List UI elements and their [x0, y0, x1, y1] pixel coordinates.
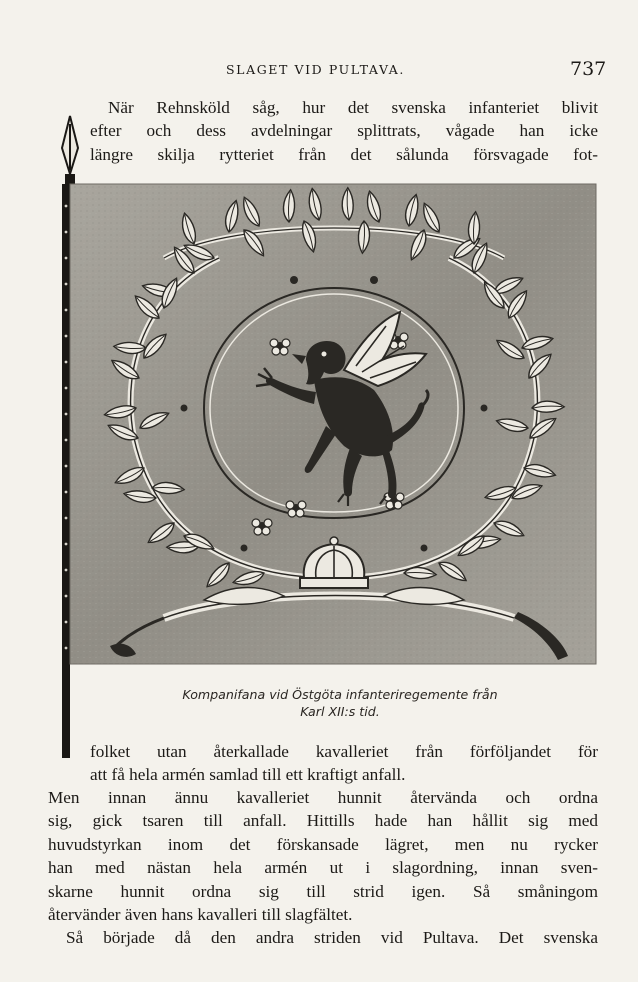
- text-line: Men innan ännu kavalleriet hunnit återvända och ordna: [48, 788, 598, 807]
- caption-line: Karl XII:s tid.: [300, 704, 380, 719]
- page-number: 737: [570, 58, 607, 80]
- text-line: huvudstyrkan inom det förskansade lägret, men nu rycker: [48, 834, 598, 854]
- text-line: folket utan återkallade kavalleriet från förföljandet för: [90, 742, 598, 761]
- text-line: Så började då den andra striden vid Pultava. Det svenska: [66, 928, 598, 948]
- text-line: att få hela armén samlad till ett kraftigt anfall.: [90, 765, 406, 785]
- caption-line: Kompanifana vid Östgöta infanteriregemente från: [182, 687, 498, 702]
- running-title: SLAGET VID PULTAVA.: [226, 62, 405, 77]
- flag-illustration: [44, 108, 604, 768]
- text-line: längre skilja rytteriet från det sålunda försvagade fot-: [90, 144, 598, 164]
- figure-caption: [130, 686, 550, 720]
- text-line: återvänder även hans kavalleri till slagfältet.: [48, 905, 353, 925]
- company-flag-figure: [44, 108, 604, 768]
- text-line: efter och dess avdelningar splittrats, vågade han icke: [90, 121, 598, 141]
- text-line: skarne hunnit ordna sig till strid igen. Så småningom: [48, 881, 598, 901]
- bottom-paragraph: [48, 786, 598, 950]
- text-line: När Rehnsköld såg, hur det svenska infanteriet blivit: [108, 98, 598, 117]
- running-head: [0, 58, 638, 82]
- middle-paragraph: [90, 740, 598, 787]
- text-line: sig, gick tsaren till anfall. Hittills hade han hållit sig med: [48, 811, 598, 831]
- text-line: han med nästan hela armén ut i slagordning, innan sven-: [48, 858, 598, 878]
